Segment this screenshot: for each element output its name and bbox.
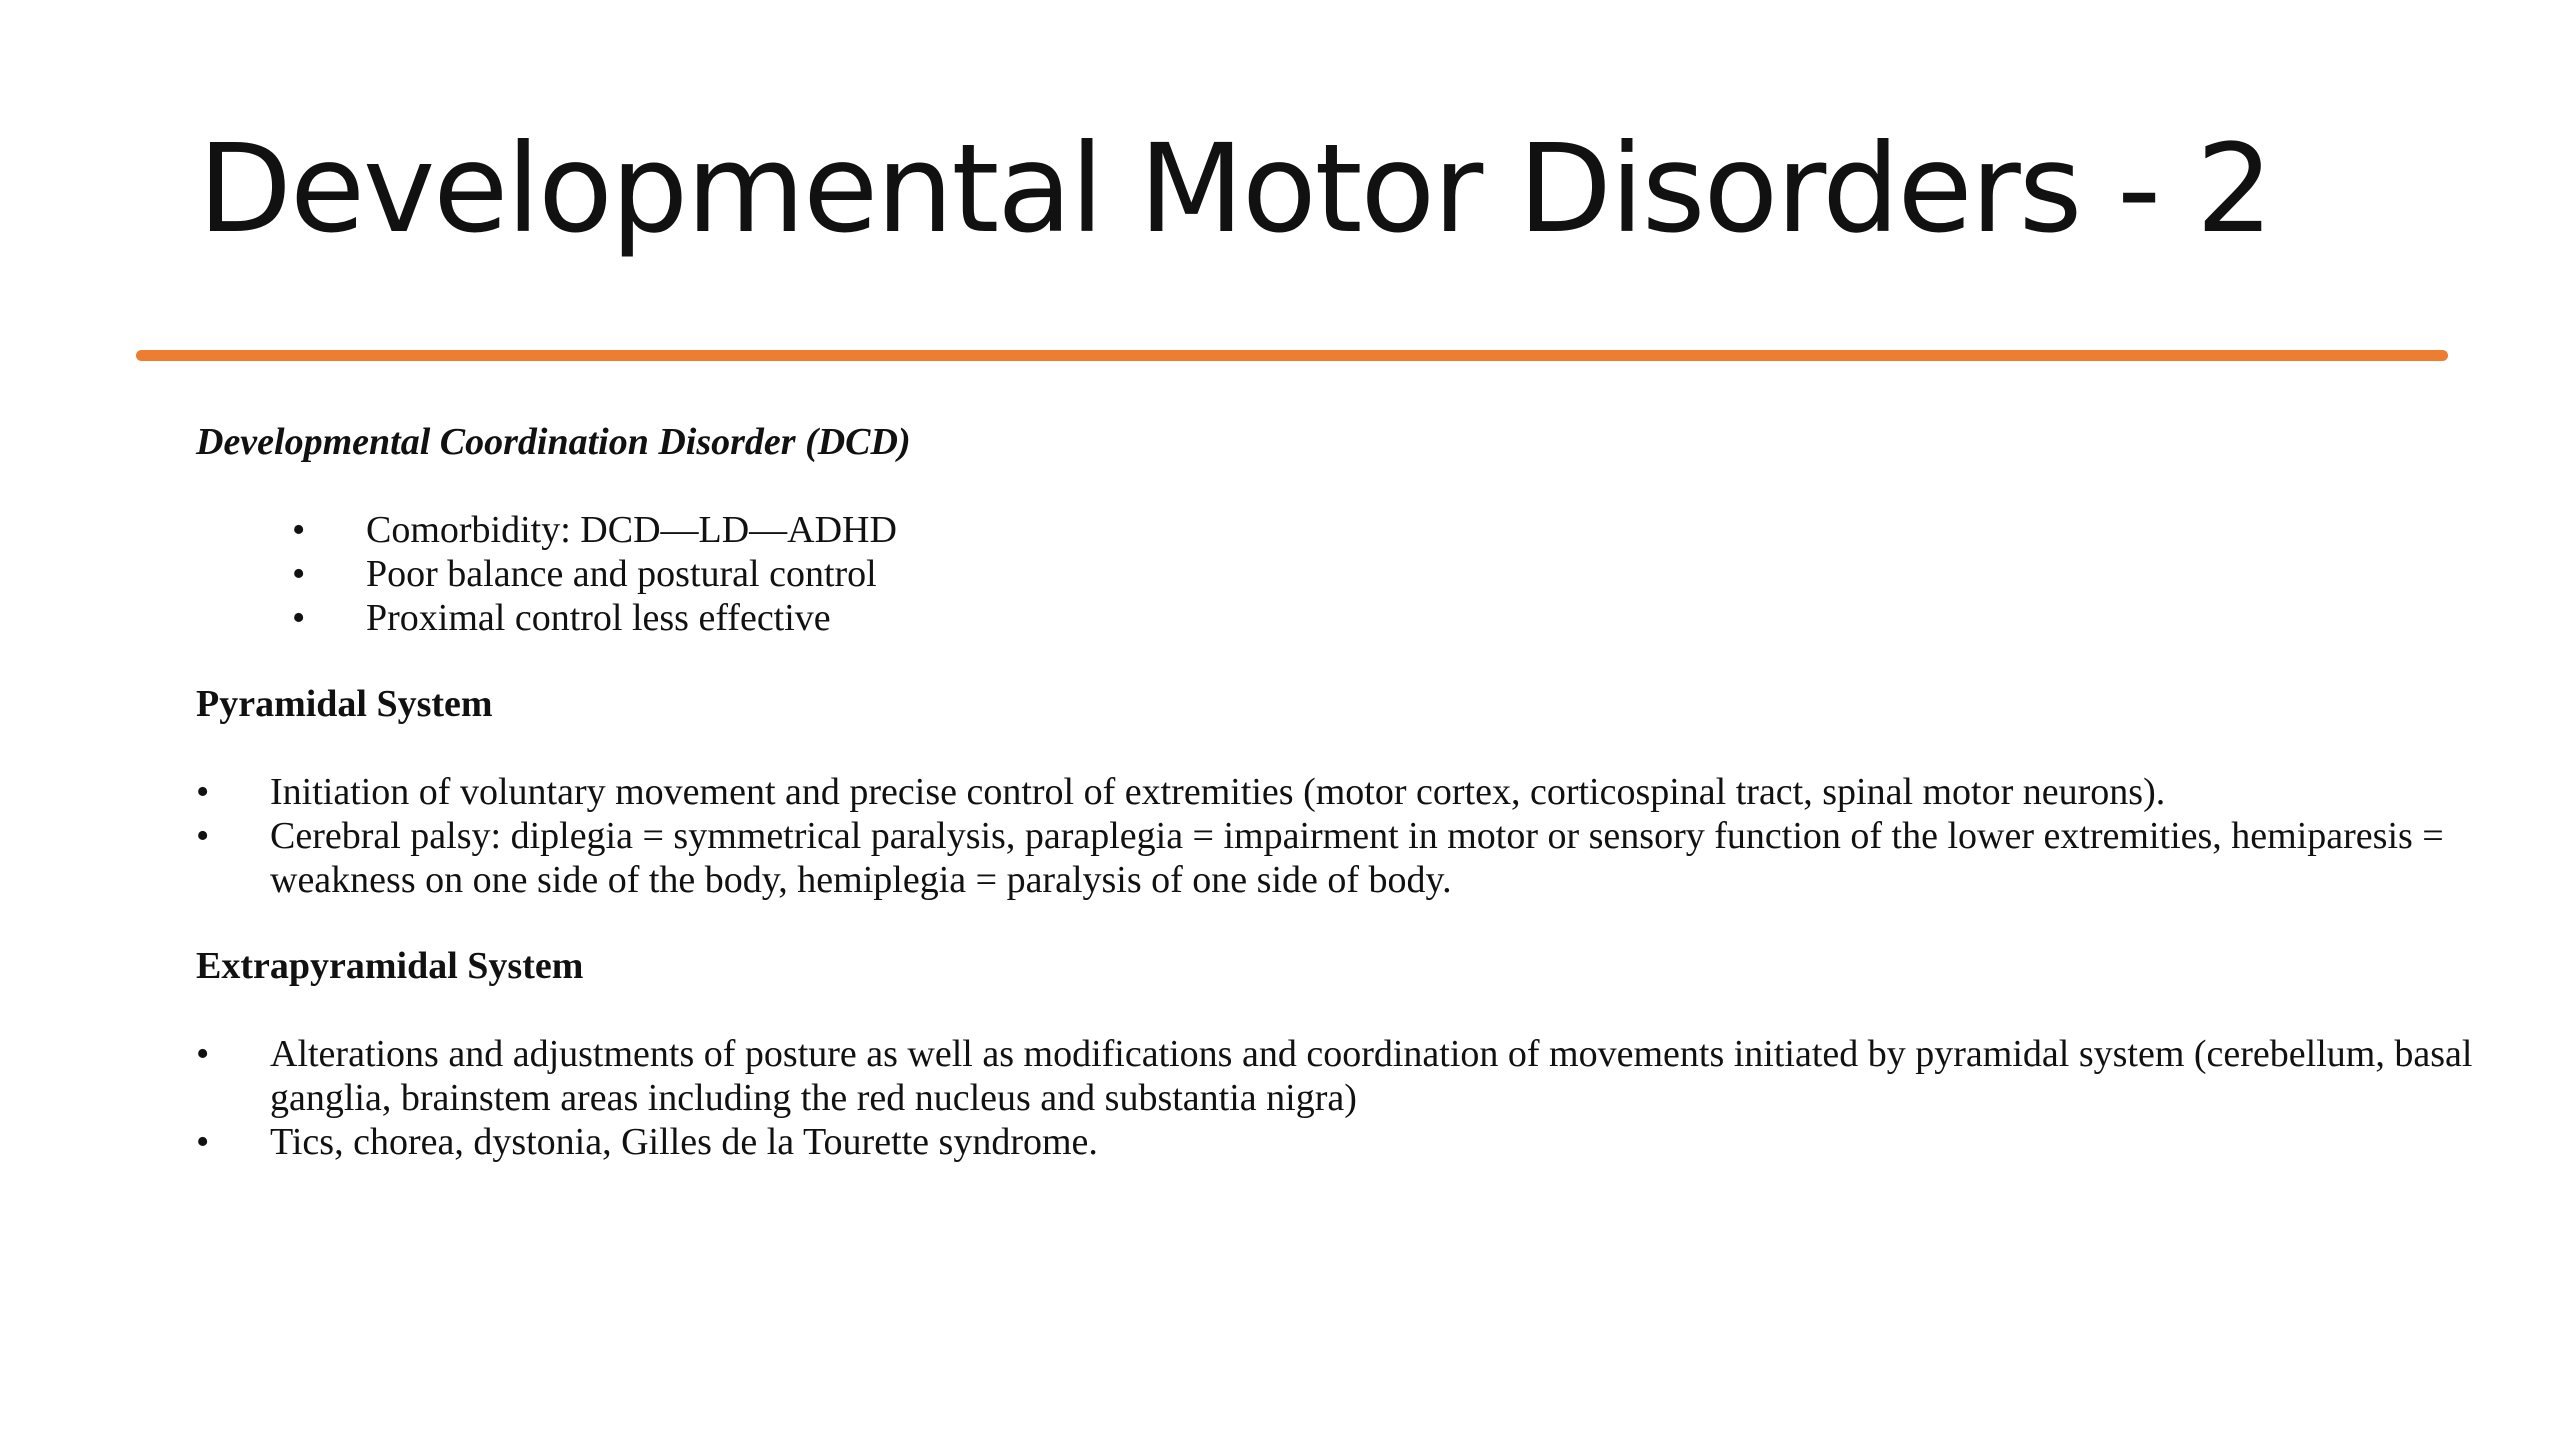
- list-item: [292, 596, 897, 640]
- list-item-text: Alterations and adjustments of posture as well as modifications and coordination of movements initiated by pyramidal system (cerebellum, basal ganglia, brainstem areas including the red nucleus and substantia nigra): [270, 1033, 2473, 1119]
- section-heading-pyramidal: Pyramidal System: [196, 683, 493, 725]
- list-item: [292, 552, 897, 596]
- section-heading-dcd: Developmental Coordination Disorder (DCD): [196, 421, 911, 463]
- pyramidal-bullet-list: [196, 770, 2550, 902]
- list-item-text: Comorbidity: DCD—LD—ADHD: [366, 509, 897, 551]
- bullet-icon: •: [196, 771, 210, 813]
- title-divider: [136, 350, 2448, 361]
- bullet-icon: •: [292, 509, 306, 551]
- section-heading-extrapyramidal: Extrapyramidal System: [196, 945, 584, 987]
- list-item: [292, 508, 897, 552]
- list-item: [196, 1120, 2550, 1164]
- bullet-icon: •: [196, 1121, 210, 1163]
- list-item: [196, 814, 2550, 902]
- list-item: [196, 1032, 2550, 1120]
- list-item: [196, 770, 2550, 814]
- bullet-icon: •: [196, 815, 210, 857]
- bullet-icon: •: [292, 597, 306, 639]
- list-item-text: Initiation of voluntary movement and precise control of extremities (motor cortex, corticospinal tract, spinal motor neurons).: [270, 771, 2166, 813]
- dcd-bullet-list: [292, 508, 897, 640]
- extrapyramidal-bullet-list: [196, 1032, 2550, 1164]
- list-item-text: Cerebral palsy: diplegia = symmetrical paralysis, paraplegia = impairment in motor or sensory function of the lower extremities, hemiparesis = weakness on one side of the body, hemiplegia = paralysis of one side of body.: [270, 815, 2444, 901]
- list-item-text: Proximal control less effective: [366, 597, 831, 639]
- slide-title: Developmental Motor Disorders - 2: [198, 118, 2272, 260]
- list-item-text: Poor balance and postural control: [366, 553, 877, 595]
- bullet-icon: •: [196, 1033, 210, 1075]
- bullet-icon: •: [292, 553, 306, 595]
- list-item-text: Tics, chorea, dystonia, Gilles de la Tourette syndrome.: [270, 1121, 1098, 1163]
